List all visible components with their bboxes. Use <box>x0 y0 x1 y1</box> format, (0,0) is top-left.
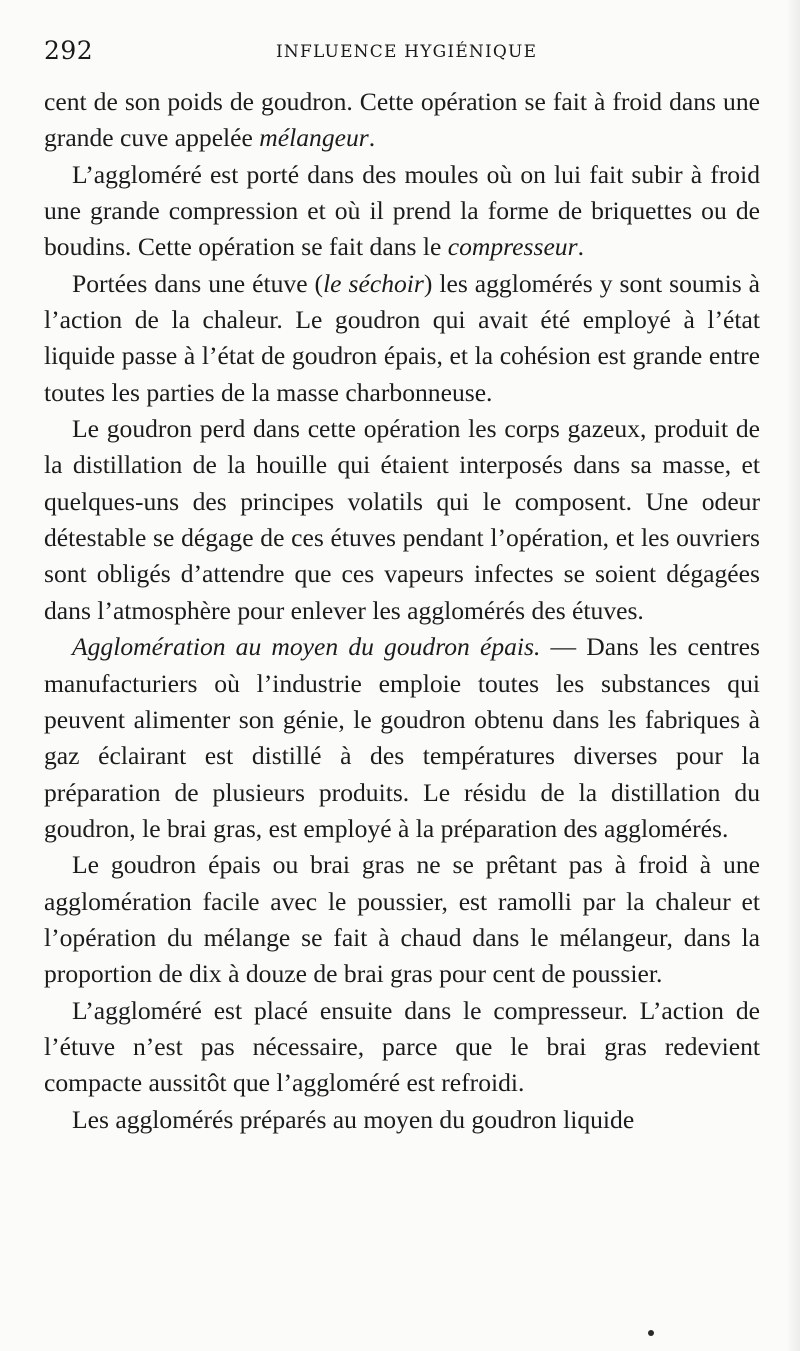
italic-text: le séchoir <box>323 268 424 298</box>
text-run: Le goudron perd dans cette opération les corps gazeux, produit de la distillation de la houille qui étaient interposés dans sa masse, et quelques-uns des principes volatils qui le composent. Une odeur détestable se dégage de ces étuves pendant l’opération, et les ouvriers sont obligés d’attendre que ces vapeurs infectes se soient dégagées dans l’atmosphère pour enlever les agglomérés des étuves. <box>44 414 760 625</box>
italic-text: Agglomération au moyen du goudron épais. <box>72 632 541 662</box>
text-run: ) les agglomérés y sont soumis à l’action de la chaleur. Le goudron qui avait été employé à l’état liquide passe à l’état de goudron épais, et la cohésion est grande entre toutes les parties de la masse charbonneuse. <box>44 268 760 407</box>
text-run: cent de son poids de goudron. Cette opération se fait à froid dans une grande cuve appelée <box>44 87 760 153</box>
ink-dot <box>648 1330 654 1336</box>
text-run: Portées dans une étuve ( <box>72 268 324 298</box>
italic-text: compresseur <box>447 232 578 262</box>
paragraph-p3 <box>44 266 760 411</box>
paragraph-p6 <box>44 847 760 992</box>
page-edge-shadow <box>786 0 800 1351</box>
text-run: — Dans les centres manufacturiers où l’industrie emploie toutes les substances qui peuvent alimenter son génie, le goudron obtenu dans les fabriques à gaz éclairant est distillé à des températures diverses pour la préparation de plusieurs produits. Le résidu de la distillation du goudron, le brai gras, est employé à la préparation des agglomérés. <box>44 632 760 843</box>
paragraph-p2 <box>44 157 760 266</box>
page-header <box>44 36 758 72</box>
paragraph-p5 <box>44 629 760 847</box>
paragraph-p4 <box>44 411 760 629</box>
text-run: L’aggloméré est placé ensuite dans le compresseur. L’action de l’étuve n’est pas nécessaire, parce que le brai gras redevient compacte aussitôt que l’aggloméré est refroidi. <box>44 995 760 1098</box>
paragraph-p7 <box>44 993 760 1102</box>
page-number: 292 <box>44 36 94 65</box>
text-run: . <box>577 232 584 262</box>
text-run: L’aggloméré est porté dans des moules où on lui fait subir à froid une grande compression et où il prend la forme de briquettes ou de boudins. Cette opération se fait dans le <box>44 159 760 262</box>
italic-text: mélangeur <box>259 123 369 153</box>
paragraph-p8 <box>44 1102 760 1138</box>
running-title: INFLUENCE HYGIÉNIQUE <box>276 42 538 62</box>
text-run: . <box>368 123 376 153</box>
paragraph-p1 <box>44 84 760 157</box>
text-run: Le goudron épais ou brai gras ne se prêtant pas à froid à une agglomération facile avec le poussier, est ramolli par la chaleur et l’opération du mélange se fait à chaud dans le mélangeur, dans la proportion de dix à douze de brai gras pour cent de poussier. <box>44 850 760 989</box>
body-text <box>44 84 760 1138</box>
text-run: Les agglomérés préparés au moyen du goudron liquide <box>72 1104 635 1134</box>
